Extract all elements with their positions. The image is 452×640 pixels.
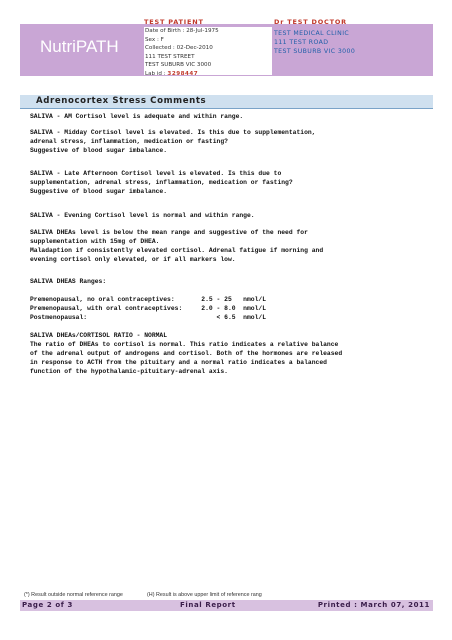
doctor-details	[274, 29, 355, 56]
lab-id-value: 3298447	[167, 70, 199, 77]
dheas-ranges-table: Premenopausal, no oral contraceptives: 2.5 - 25 nmol/L Premenopausal, with oral contraceptives: 2.0 - 8.0 nmol/L Postmenopausal: < 6.5 nmol/L	[30, 296, 267, 321]
legend-above-limit: (H) Result is above upper limit of reference rang	[147, 592, 262, 598]
patient-address-street: 111 TEST STREET	[145, 53, 195, 60]
collected-date: Collected : 02-Dec-2010	[145, 45, 213, 52]
patient-name: TEST PATIENT	[144, 18, 204, 26]
comment-am-cortisol: SALIVA - AM Cortisol level is adequate and within range.	[30, 113, 244, 120]
clinic-name: TEST MEDICAL CLINIC	[274, 30, 350, 37]
comment-evening-cortisol: SALIVA - Evening Cortisol level is normal and within range.	[30, 212, 255, 219]
patient-sex: Sex : F	[145, 36, 164, 43]
patient-address-suburb: TEST SUBURB VIC 3000	[145, 62, 212, 69]
patient-details	[144, 27, 273, 75]
section-title-bar	[20, 95, 433, 109]
comment-midday-cortisol: SALIVA - Midday Cortisol level is elevated. Is this due to supplementation, adrenal stress, inflammation, medication or fasting? Suggestive of blood sugar imbalance.	[30, 129, 316, 154]
printed-date: Printed : March 07, 2011	[317, 601, 430, 609]
comment-dheas-cortisol-ratio: SALIVA DHEAs/CORTISOL RATIO - NORMAL The ratio of DHEAs to cortisol is normal. This ratio indicates a relative balance of the adrenal output of androgens and cortisol. Both of the hormones are released in response to ACTH from the pituitary and a normal ratio indicates a balanced function of the hypothalamic-pituitary-adrenal axis.	[30, 332, 343, 375]
comment-afternoon-cortisol: SALIVA - Late Afternoon Cortisol level is elevated. Is this due to supplementation, adrenal stress, inflammation, medication or fasting? Suggestive of blood sugar imbalance.	[30, 170, 293, 195]
clinic-suburb: TEST SUBURB VIC 3000	[274, 48, 356, 55]
clinic-road: 111 TEST ROAD	[274, 39, 329, 46]
doctor-name: Dr TEST DOCTOR	[274, 18, 347, 26]
lab-id-label: Lab id :	[145, 70, 168, 77]
legend-outside-range: (*) Result outside normal reference range	[24, 592, 123, 598]
nutripath-logo: NutriPATH	[40, 37, 119, 56]
page-number: Page 2 of 3	[22, 601, 73, 609]
section-title: Adrenocortex Stress Comments	[36, 96, 207, 106]
report-status: Final Report	[180, 601, 236, 609]
dheas-ranges-heading: SALIVA DHEAS Ranges:	[30, 278, 107, 285]
lab-id	[144, 70, 272, 79]
comment-dheas: SALIVA DHEAs level is below the mean range and suggestive of the need for supplementation with 15mg of DHEA. Maladaption if consistently elevated cortisol. Adrenal fatigue if morning and evening cortisol only elevated, or if all markers low.	[30, 229, 324, 263]
patient-dob: Date of Birth : 28-Jul-1975	[145, 28, 219, 34]
footer-bar	[20, 600, 433, 611]
